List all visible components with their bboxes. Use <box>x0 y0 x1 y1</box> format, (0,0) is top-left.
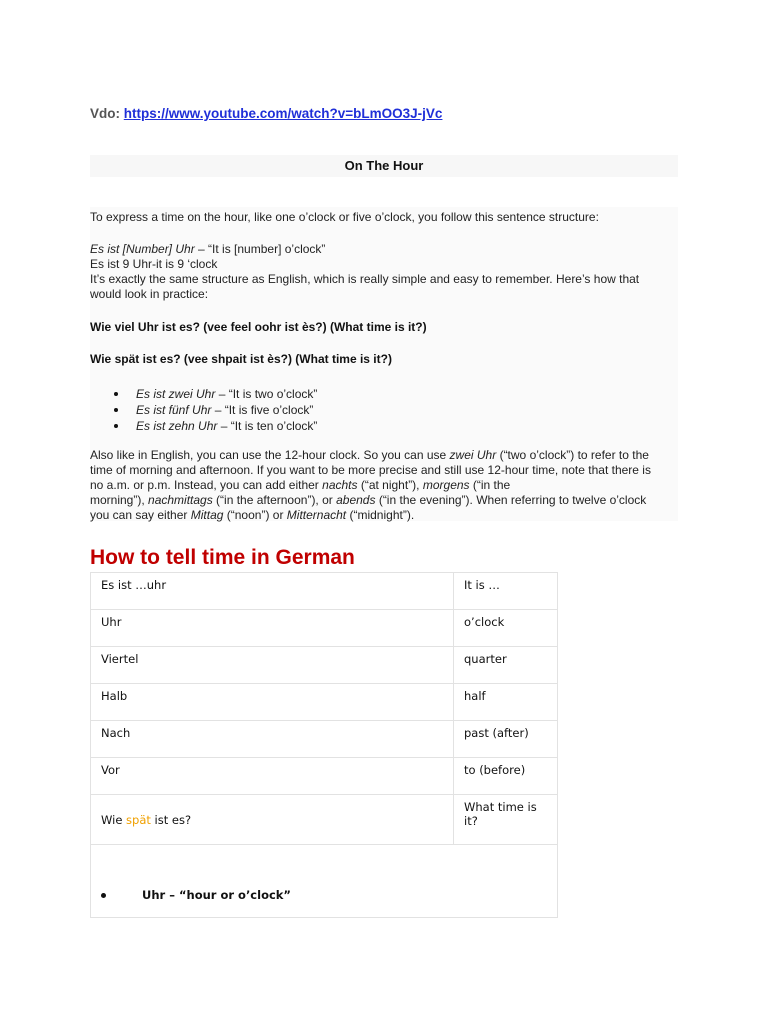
table-row <box>91 573 558 610</box>
table-row <box>91 795 558 845</box>
bullet-text: Uhr – “hour or o’clock” <box>142 888 291 902</box>
bullet-item <box>90 418 317 434</box>
intro-text: To express a time on the hour, like one o’clock or five o’clock, you follow this sentence structure: <box>90 210 599 224</box>
structure-line <box>90 242 325 257</box>
table-row <box>91 721 558 758</box>
same-structure-line1: It’s exactly the same structure as English, which is really simple and easy to remember. Here’s how that <box>90 272 640 286</box>
accent-word: spät <box>126 812 151 827</box>
german-cell: Viertel <box>91 647 454 684</box>
german-cell: Es ist …uhr <box>91 573 454 610</box>
paragraph-line: time of morning and afternoon. If you want to be more precise and still use 12-hour time, note that there is <box>90 463 651 477</box>
german-cell: Halb <box>91 684 454 721</box>
bullet-italic: Es ist fünf Uhr <box>136 403 212 417</box>
video-link-line <box>90 106 442 121</box>
german-cell: Wie spät ist es? <box>91 795 454 845</box>
english-cell: to (before) <box>454 758 558 795</box>
english-cell: half <box>454 684 558 721</box>
paragraph-line: you can say either Mittag (“noon”) or Mitternacht (“midnight”). <box>90 508 415 522</box>
paragraph-line: no a.m. or p.m. Instead, you can add either nachts (“at night”), morgens (“in the <box>90 478 511 492</box>
question-1: Wie viel Uhr ist es? (vee feel oohr ist ès?) (What time is it?) <box>90 320 427 334</box>
table-row <box>91 684 558 721</box>
structure-rest: – “It is [number] o’clock” <box>194 242 326 256</box>
section-title: On The Hour <box>90 155 678 177</box>
table-row <box>91 647 558 684</box>
bullet-italic: Es ist zwei Uhr <box>136 387 216 401</box>
youtube-link[interactable]: https://www.youtube.com/watch?v=bLmOO3J-jVc <box>123 106 443 121</box>
paragraph-line: morning”), nachmittags (“in the afternoon”), or abends (“in the evening”). When referring to twelve o’clock <box>90 493 647 507</box>
table-row <box>91 845 558 918</box>
example-line: Es ist 9 Uhr-it is 9 ‘clock <box>90 257 218 271</box>
german-cell: Vor <box>91 758 454 795</box>
german-cell: Uhr <box>91 610 454 647</box>
question-2: Wie spät ist es? (vee shpait ist ès?) (What time is it?) <box>90 352 392 366</box>
german-cell: Nach <box>91 721 454 758</box>
english-cell: It is … <box>454 573 558 610</box>
bullet-rest: – “It is ten o’clock” <box>217 419 318 433</box>
bullet-cell <box>91 845 558 918</box>
same-structure-line2: would look in practice: <box>90 287 209 301</box>
table-heading: How to tell time in German <box>90 546 355 569</box>
time-vocabulary-table <box>90 572 558 918</box>
bullet-line <box>101 888 291 902</box>
english-cell: past (after) <box>454 721 558 758</box>
paragraph-line: Also like in English, you can use the 12-hour clock. So you can use zwei Uhr (“two o’clock”) to refer to the <box>90 448 649 462</box>
bullet-rest: – “It is two o’clock” <box>215 387 318 401</box>
english-cell: o’clock <box>454 610 558 647</box>
bullet-italic: Es ist zehn Uhr <box>136 419 218 433</box>
video-label: Vdo: <box>90 106 120 121</box>
bullet-rest: – “It is five o’clock” <box>211 403 314 417</box>
english-cell: quarter <box>454 647 558 684</box>
example-bullets <box>90 386 317 434</box>
english-cell: What time is it? <box>454 795 558 845</box>
structure-italic: Es ist [Number] Uhr <box>90 242 195 256</box>
bullet-dot-icon <box>101 893 106 898</box>
table-row <box>91 610 558 647</box>
bullet-item <box>90 386 317 402</box>
table-row <box>91 758 558 795</box>
bullet-item <box>90 402 317 418</box>
lesson-body <box>90 207 678 521</box>
